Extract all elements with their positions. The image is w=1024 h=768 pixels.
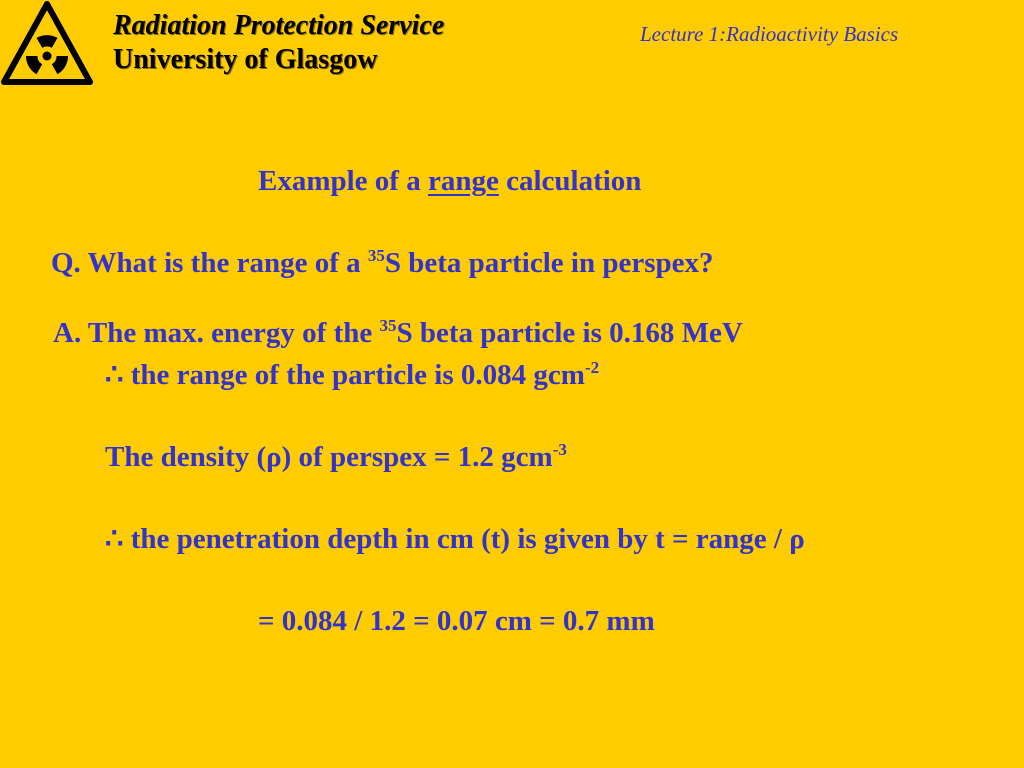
answer1-pre: A. The max. energy of the: [53, 317, 380, 349]
density-line: [105, 440, 567, 474]
org-name: Radiation Protection Service: [113, 10, 445, 41]
example-title-post: calculation: [498, 165, 642, 197]
question-superscript: 35: [367, 246, 385, 265]
answer2-text: ∴ the range of the particle is 0.084 gcm: [105, 359, 585, 391]
example-title-pre: Example of a: [258, 165, 428, 197]
penetration-line: ∴ the penetration depth in cm (t) is given by t = range / ρ: [105, 523, 805, 555]
question: [51, 246, 714, 280]
answer-line-2: [105, 358, 599, 392]
answer2-superscript: -2: [584, 358, 600, 377]
university-name: University of Glasgow: [113, 44, 378, 75]
result-line: = 0.084 / 1.2 = 0.07 cm = 0.7 mm: [258, 605, 655, 637]
question-post: S beta particle in perspex?: [384, 247, 714, 279]
density-text: The density (ρ) of perspex = 1.2 gcm: [105, 441, 553, 473]
example-title-underlined: range: [427, 165, 499, 197]
answer1-post: S beta particle is 0.168 MeV: [396, 317, 743, 349]
example-title: [258, 164, 641, 198]
header-title: [113, 9, 444, 77]
density-superscript: -3: [552, 440, 567, 459]
answer1-superscript: 35: [379, 316, 397, 335]
lecture-title: Lecture 1:Radioactivity Basics: [640, 22, 899, 46]
question-pre: Q. What is the range of a: [51, 247, 368, 279]
answer-line-1: [53, 316, 743, 350]
radiation-warning-icon: [0, 0, 94, 86]
